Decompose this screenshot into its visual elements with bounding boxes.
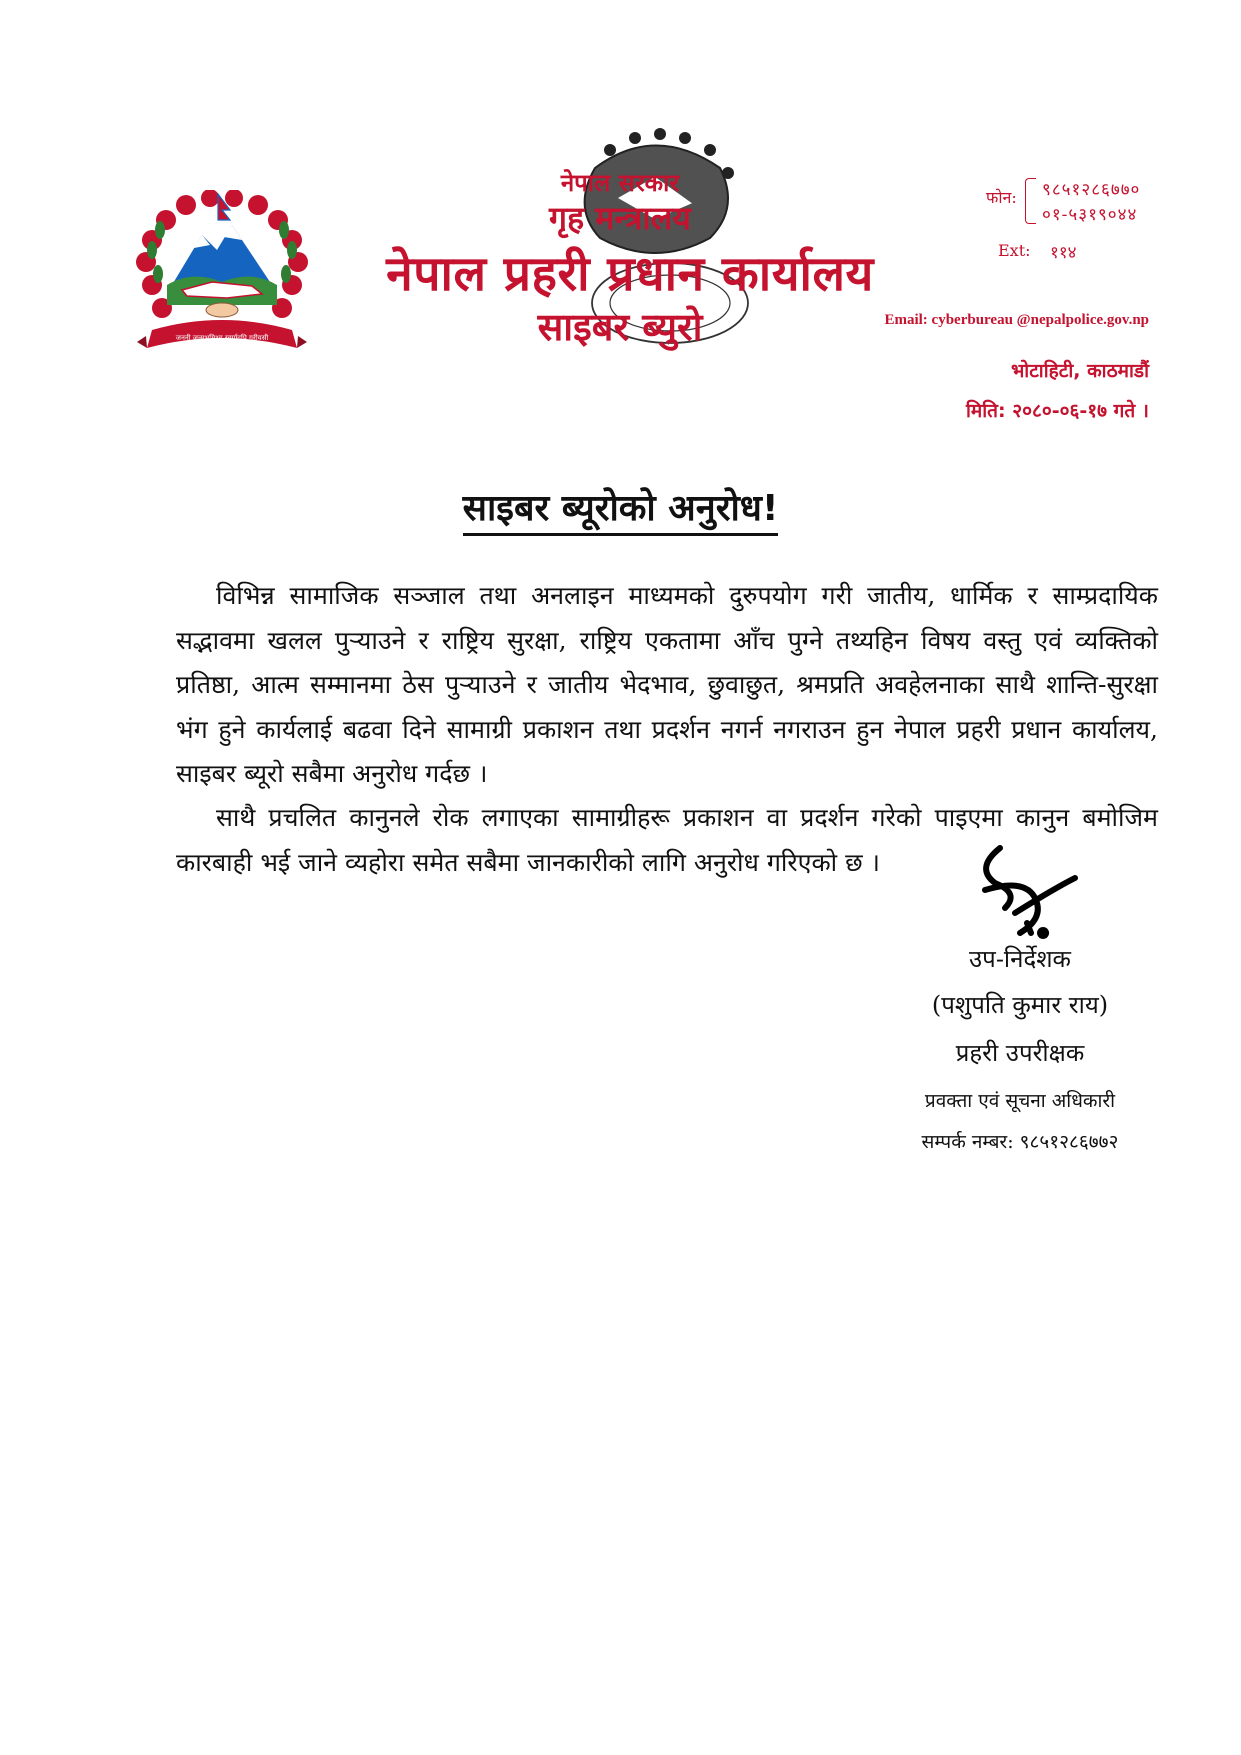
body-paragraph-2: साथै प्रचलित कानुनले रोक लगाएका सामाग्रीहरू प्रकाशन वा प्रदर्शन गरेको पाइएमा कानुन बमोजिम कारबाही भई जाने व्यहोरा समेत सबैमा जानकारीको लागि अनुरोध गरिएको छ ।	[176, 803, 1158, 877]
extension-label: Ext:	[998, 241, 1031, 260]
phone-number-2: ०१-५३१९०४४	[1042, 205, 1138, 225]
body-paragraph-1: विभिन्न सामाजिक सञ्जाल तथा अनलाइन माध्यमको दुरुपयोग गरी जातीय, धार्मिक र साम्प्रदायिक सद्भावमा खलल पुऱ्याउने र राष्ट्रिय सुरक्षा, राष्ट्रिय एकतामा आँच पुग्ने तथ्यहिन विषय वस्तु एवं व्यक्तिको प्रतिष्ठा, आत्म सम्मानमा ठेस पुऱ्याउने र जातीय भेदभाव, छुवाछुत, श्रमप्रति अवहेलनाका साथै शान्ति-सुरक्षा भंग हुने कार्यलाई बढवा दिने सामाग्री प्रकाशन तथा प्रदर्शन नगर्न नगराउन हुन नेपाल प्रहरी प्रधान कार्यालय, साइबर ब्यूरो सबैमा अनुरोध गर्दछ ।	[176, 581, 1158, 788]
bureau-name: साइबर ब्युरो	[537, 305, 703, 349]
email-address: Email: cyberbureau @nepalpolice.gov.np	[884, 312, 1149, 328]
government-line: नेपाल सरकार	[560, 169, 680, 197]
phone-number-1: ९८५१२८६७७०	[1042, 180, 1141, 200]
document-title	[0, 482, 1241, 531]
document-title-text: साइबर ब्यूरोको अनुरोध!	[463, 488, 779, 536]
signatory-rank: प्रहरी उपरीक्षक	[955, 1039, 1085, 1067]
phone-label: फोन:	[986, 188, 1017, 207]
svg-text:जननी जन्मभूमिश्च स्वर्गादपि गर: जननी जन्मभूमिश्च स्वर्गादपि गरीयसी	[175, 334, 269, 342]
signatory-role: प्रवक्ता एवं सूचना अधिकारी	[924, 1090, 1116, 1112]
handwritten-signature	[965, 838, 1085, 948]
nepal-emblem-logo	[132, 190, 312, 360]
office-name: नेपाल प्रहरी प्रधान कार्यालय	[386, 246, 874, 302]
document-date: मिति: २०८०-०६-१७ गते ।	[965, 400, 1149, 422]
extension-value: ११४	[1050, 243, 1077, 263]
signatory-designation: उप-निर्देशक	[969, 945, 1071, 973]
office-location: भोटाहिटी, काठमाडौं	[1010, 360, 1149, 382]
signatory-name: (पशुपति कुमार राय)	[931, 991, 1109, 1019]
phone-brace	[1025, 178, 1036, 224]
signatory-contact: सम्पर्क नम्बर: ९८५१२८६७७२	[921, 1131, 1119, 1153]
ministry-line: गृह मन्त्रालय	[549, 199, 691, 237]
